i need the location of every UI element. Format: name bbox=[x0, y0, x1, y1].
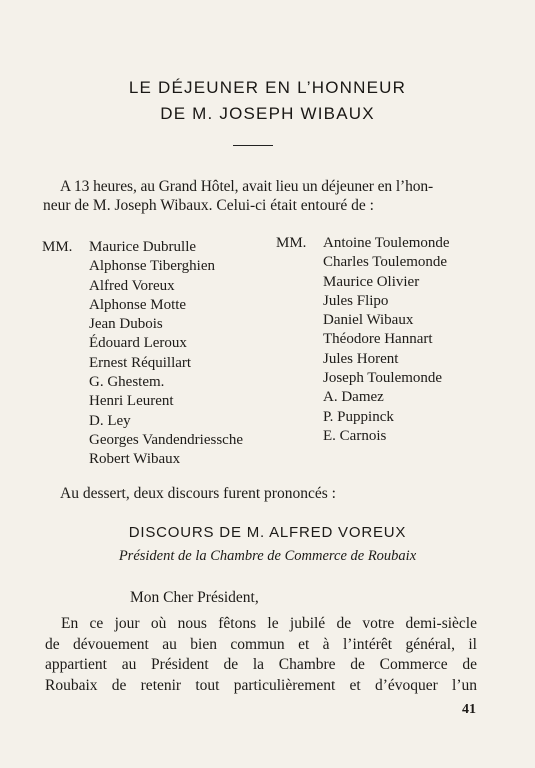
title-divider bbox=[233, 145, 273, 146]
guest-name: Jules Flipo bbox=[323, 292, 389, 309]
guest-name: Alphonse Tiberghien bbox=[89, 258, 215, 275]
guest-name: Charles Toulemonde bbox=[323, 254, 448, 271]
speech-subtitle: Président de la Chambre de Commerce de Roubaix bbox=[118, 548, 417, 564]
guest-name: Alfred Voreux bbox=[89, 277, 175, 294]
guest-name: Alphonse Motte bbox=[89, 296, 187, 313]
intro-line-2: neur de M. Joseph Wibaux. Celui-ci était entouré de : bbox=[43, 197, 374, 214]
speech-body bbox=[45, 614, 477, 696]
dessert-line: Au dessert, deux discours furent prononcés : bbox=[60, 485, 336, 502]
page-number: 41 bbox=[462, 702, 476, 717]
guest-name: Henri Leurent bbox=[89, 393, 174, 410]
guest-name: Joseph Toulemonde bbox=[323, 370, 443, 387]
guest-name: D. Ley bbox=[89, 412, 131, 429]
speech-line: En ce jour où nous fêtons le jubilé de votre demi-siècle bbox=[61, 615, 477, 632]
guest-name: Théodore Hannart bbox=[323, 331, 433, 348]
guests-list-right bbox=[323, 234, 450, 446]
speech-heading: DISCOURS DE M. ALFRED VOREUX bbox=[128, 524, 407, 541]
guest-name: Antoine Toulemonde bbox=[323, 235, 450, 251]
guest-name: Maurice Olivier bbox=[323, 273, 420, 290]
speech-line: appartient au Président de la Chambre de Commerce de bbox=[45, 656, 477, 673]
guest-name: P. Puppinck bbox=[323, 408, 394, 425]
guests-prefix-left: MM. bbox=[42, 239, 73, 255]
intro-line-1: A 13 heures, au Grand Hôtel, avait lieu un déjeuner en l’hon- bbox=[60, 178, 434, 195]
page-title-line-2: DE M. JOSEPH WIBAUX bbox=[160, 104, 375, 123]
guest-name: E. Carnois bbox=[323, 427, 387, 444]
guest-name: G. Ghestem. bbox=[89, 374, 165, 391]
page-title-line-1: LE DÉJEUNER EN L’HONNEUR bbox=[128, 78, 407, 97]
speech-line: Roubaix de retenir tout particulièrement et d’évoquer l’un bbox=[45, 676, 477, 694]
guest-name: Jean Dubois bbox=[89, 316, 163, 333]
guest-name: Robert Wibaux bbox=[89, 451, 181, 468]
speech-line: de dévouement au bien commun et à l’intérêt général, il bbox=[45, 635, 477, 653]
guest-name: Georges Vandendriessche bbox=[89, 431, 243, 448]
guests-prefix-right: MM. bbox=[276, 235, 307, 251]
guest-name: Jules Horent bbox=[323, 350, 399, 367]
guests-list-left bbox=[89, 238, 243, 470]
guest-name: A. Damez bbox=[323, 389, 384, 406]
guest-name: Daniel Wibaux bbox=[323, 312, 414, 329]
guest-name: Maurice Dubrulle bbox=[89, 239, 197, 255]
speech-salutation: Mon Cher Président, bbox=[130, 589, 259, 606]
guest-name: Ernest Réquillart bbox=[89, 354, 192, 371]
guest-name: Édouard Leroux bbox=[89, 335, 187, 352]
